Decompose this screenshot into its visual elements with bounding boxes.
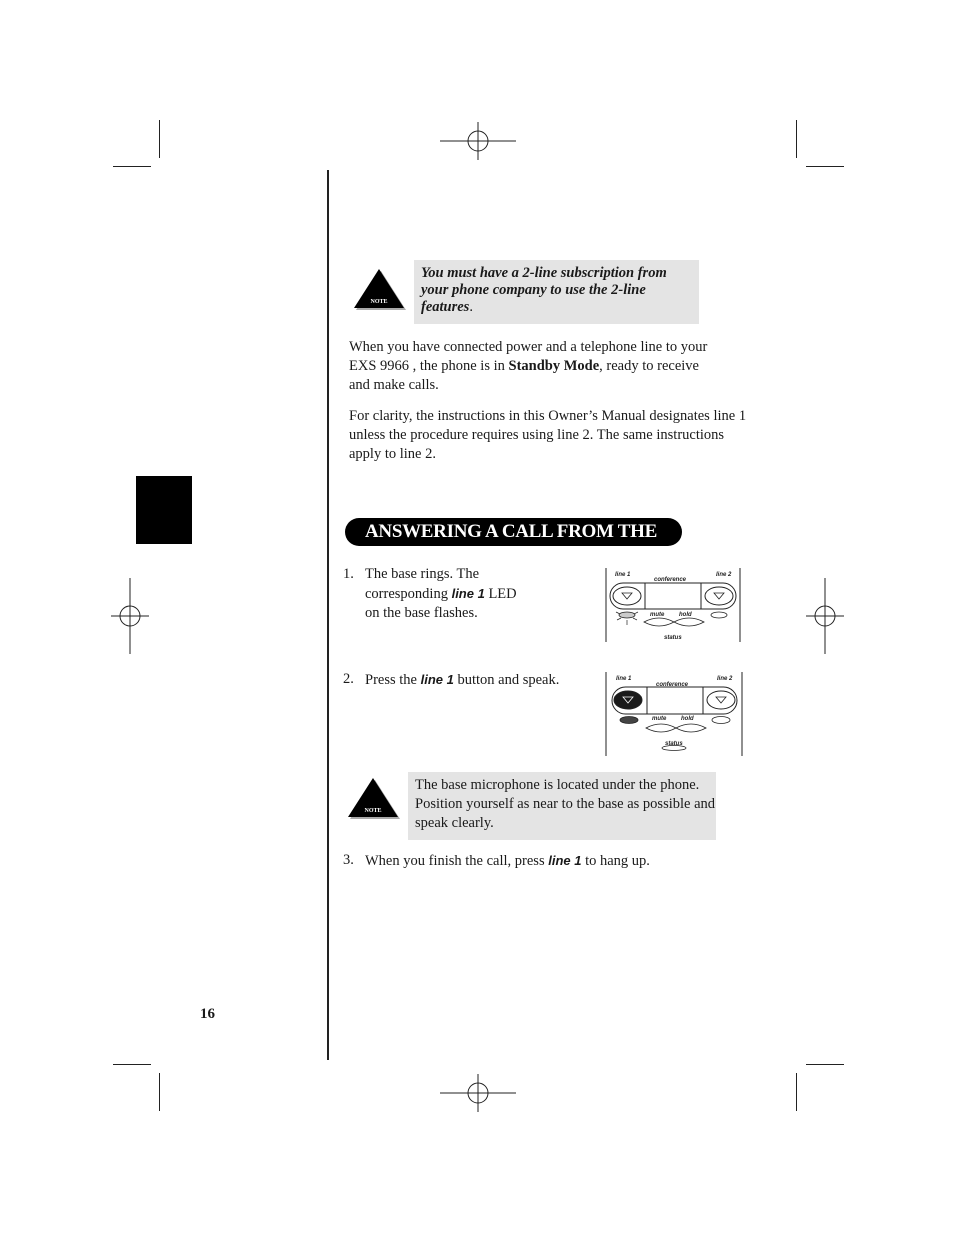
svg-text:line 2: line 2: [717, 676, 733, 682]
svg-text:status: status: [665, 741, 683, 747]
crop-mark: [796, 120, 797, 158]
intro-paragraph: When you have connected power and a telephone line to your EXS 9966 , the phone is in Standby Mode, ready to receive and make calls.: [349, 339, 708, 393]
svg-text:status: status: [664, 635, 682, 641]
svg-text:hold: hold: [681, 716, 694, 722]
svg-text:NOTE: NOTE: [364, 808, 382, 814]
page-number: 16: [200, 1006, 215, 1022]
note-warning-icon: [352, 268, 406, 312]
section-heading: ANSWERING A CALL FROM THE BASE: [345, 518, 682, 546]
svg-text:line 2: line 2: [716, 572, 732, 578]
margin-rule: [327, 170, 329, 1060]
svg-text:conference: conference: [654, 577, 687, 583]
registration-mark-icon: [806, 578, 844, 654]
svg-text:line 1: line 1: [615, 572, 631, 578]
note-warning-icon: [346, 777, 400, 821]
base-keypad-diagram-press: [604, 672, 744, 758]
crop-mark: [806, 166, 844, 167]
crop-mark: [806, 1064, 844, 1065]
crop-mark: [159, 120, 160, 158]
svg-text:mute: mute: [650, 612, 665, 618]
crop-mark: [796, 1073, 797, 1111]
svg-text:line 1: line 1: [616, 676, 632, 682]
clarity-paragraph: For clarity, the instructions in this Owner’s Manual designates line 1 unless the procedure requires using line 2. The same instructions apply to line 2.: [349, 408, 747, 462]
note-text: You must have a 2-line subscription from your phone company to use the 2-line features.: [421, 265, 667, 315]
crop-mark: [159, 1073, 160, 1111]
chapter-tab: [136, 476, 192, 544]
crop-mark: [113, 166, 151, 167]
base-keypad-diagram-led: [604, 568, 744, 644]
registration-mark-icon: [440, 122, 516, 160]
svg-text:conference: conference: [656, 682, 689, 688]
crop-mark: [113, 1064, 151, 1065]
svg-text:mute: mute: [652, 716, 667, 722]
registration-mark-icon: [440, 1074, 516, 1112]
svg-text:NOTE: NOTE: [370, 299, 388, 305]
registration-mark-icon: [111, 578, 149, 654]
note-text: The base microphone is located under the phone. Position yourself as near to the base as possible and speak clearly.: [415, 777, 716, 831]
svg-text:hold: hold: [679, 612, 692, 618]
